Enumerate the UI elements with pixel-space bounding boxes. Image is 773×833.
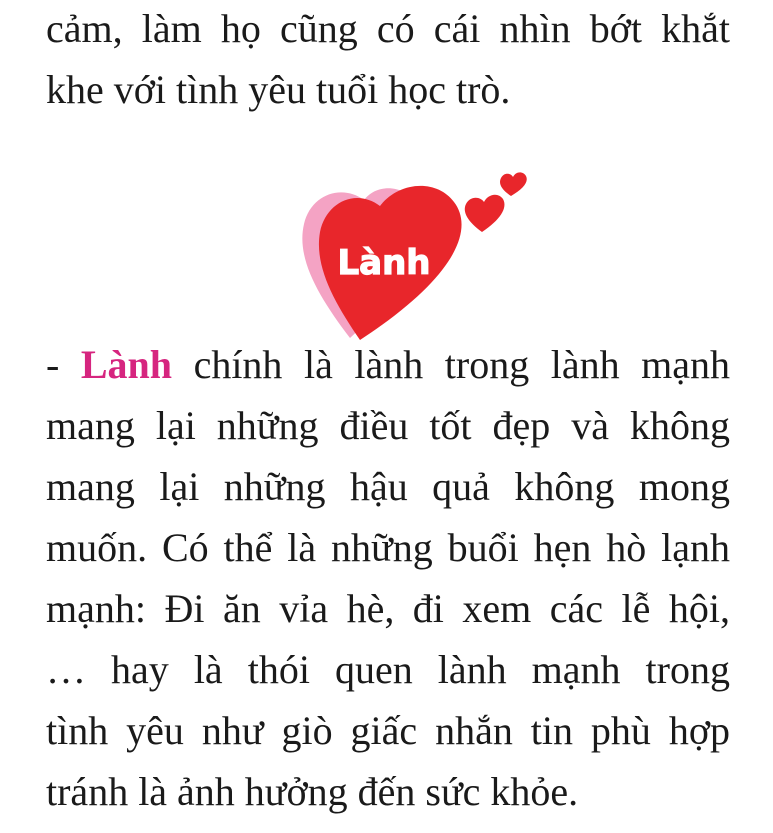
paragraph-line: mang lại những hậu quả không mong — [46, 464, 730, 509]
paragraph-line: tránh là ảnh hưởng đến sức khỏe. — [46, 769, 579, 814]
heart-illustration — [298, 166, 538, 346]
small-heart-icon — [500, 172, 527, 196]
paragraph-line: khe với tình yêu tuổi học trò. — [46, 67, 511, 112]
paragraph-line: muốn. Có thể là những buổi hẹn hò lạnh — [46, 525, 730, 570]
paragraph-line: mạnh: Đi ăn vỉa hè, đi xem các lễ hội, — [46, 586, 730, 631]
first-line-text: chính là lành trong lành mạnh — [172, 342, 730, 387]
heart-label: Lành — [337, 243, 431, 283]
small-heart-icon — [465, 195, 505, 232]
paragraph-line: cảm, làm họ cũng có cái nhìn bớt khắt — [46, 6, 730, 51]
paragraph-line: … hay là thói quen lành mạnh trong — [46, 647, 730, 692]
top-paragraph — [46, 0, 730, 120]
body-paragraph — [46, 334, 730, 822]
dash-prefix: - — [46, 342, 81, 387]
paragraph-first-line — [46, 334, 730, 395]
paragraph-line: tình yêu như giò giấc nhắn tin phù hợp — [46, 708, 730, 753]
paragraph-line: mang lại những điều tốt đẹp và không — [46, 403, 730, 448]
highlight-word: Lành — [80, 342, 173, 387]
